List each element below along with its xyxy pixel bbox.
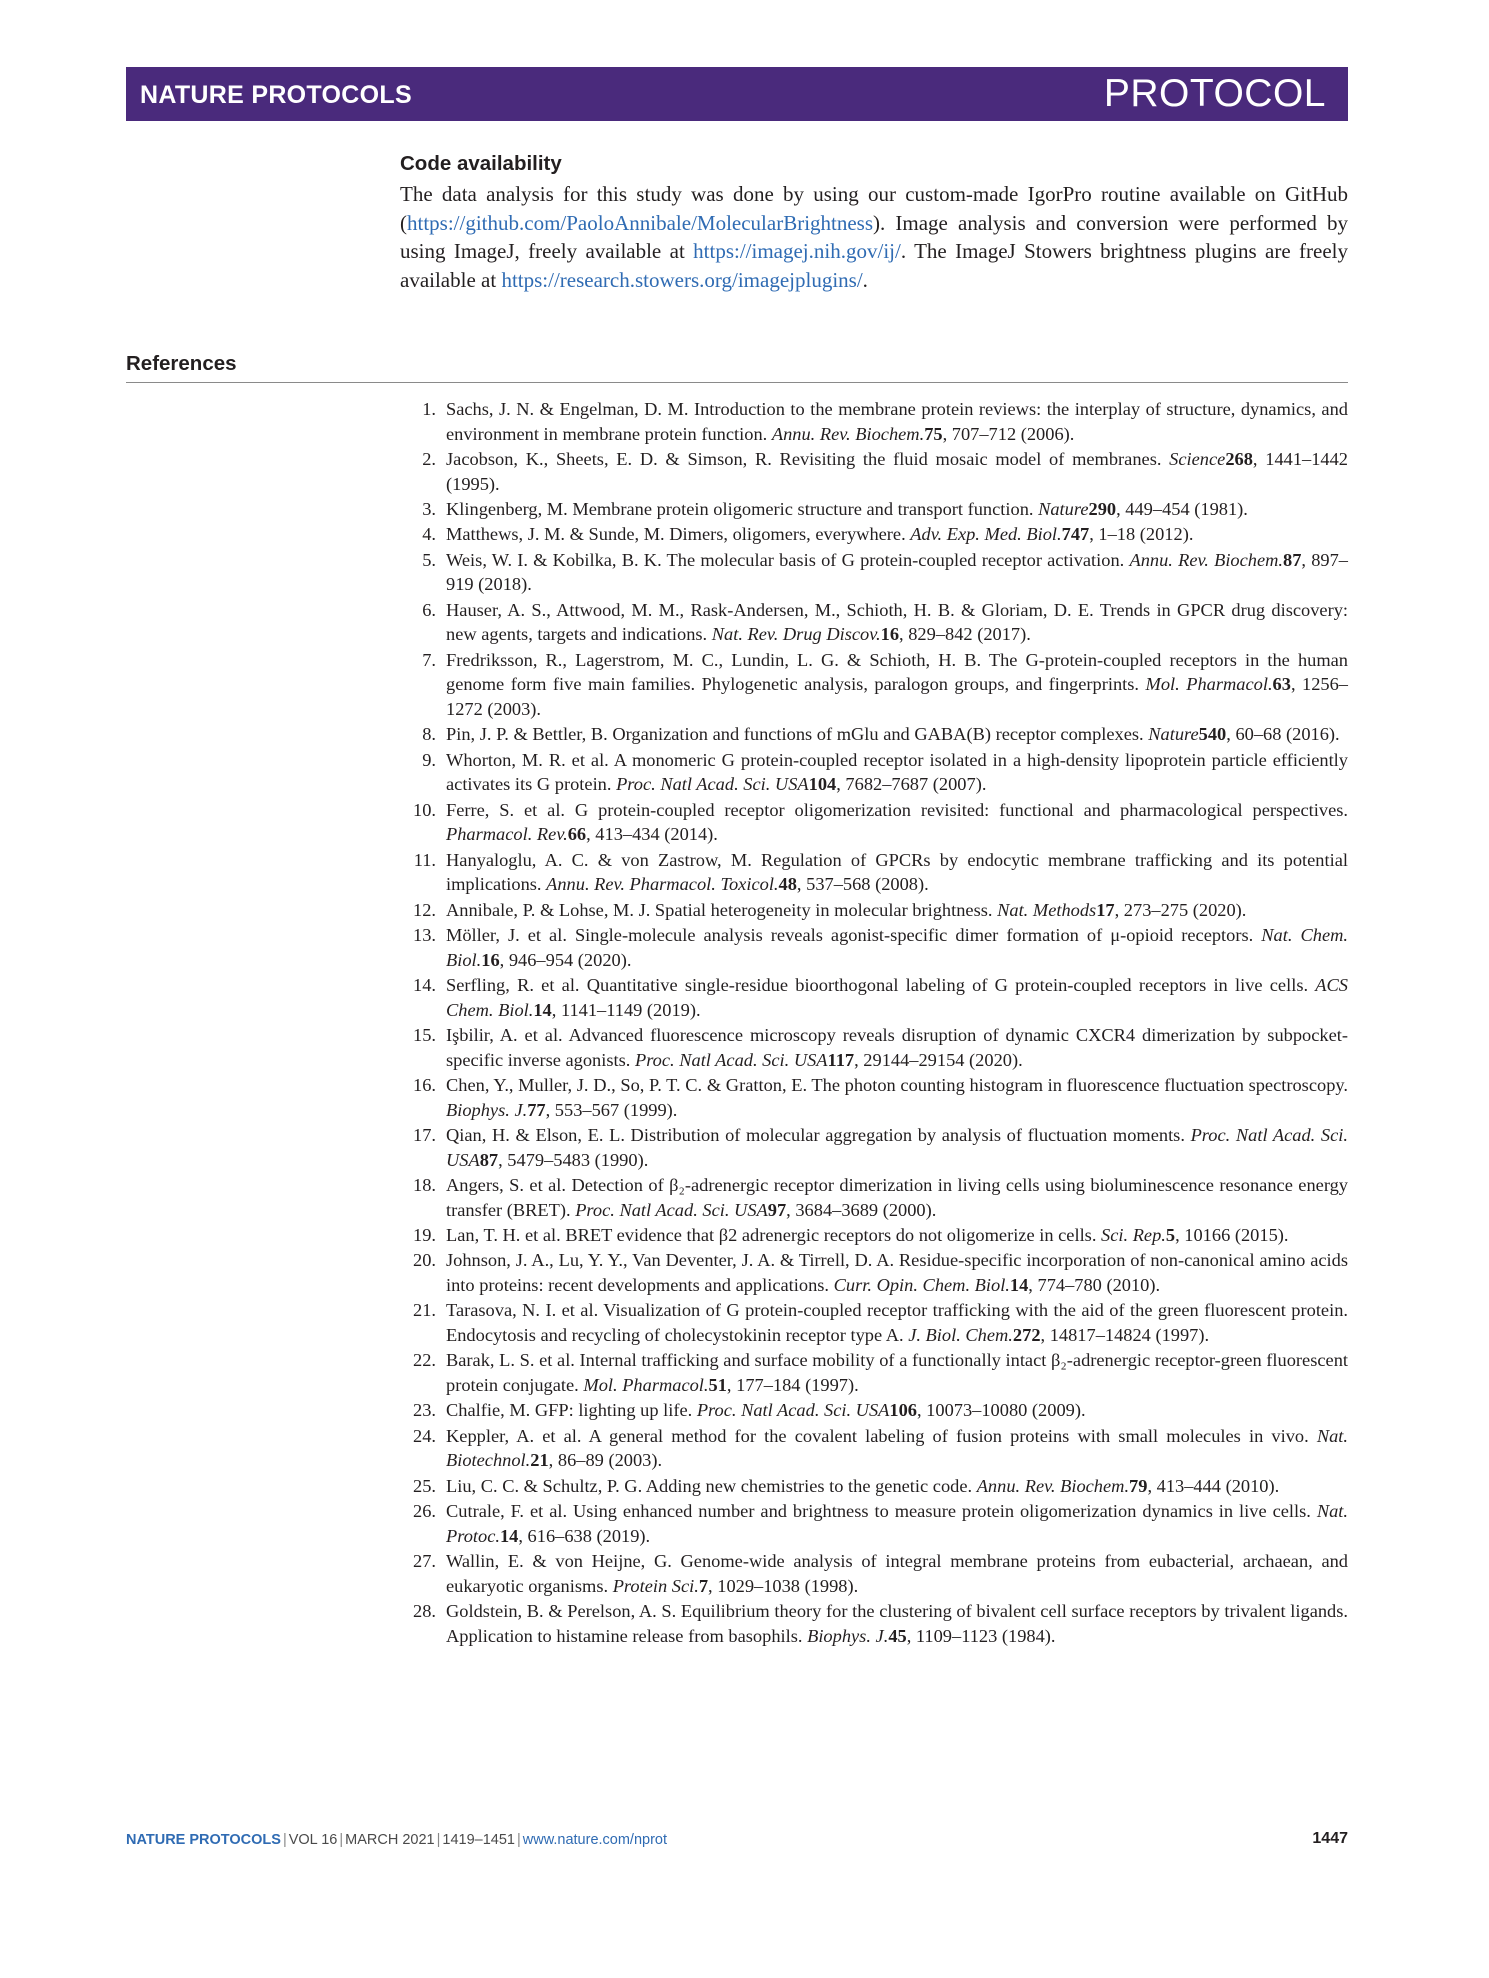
reference-volume: 104 bbox=[808, 774, 837, 795]
reference-pages: , 413–434 (2014). bbox=[586, 824, 718, 845]
reference-pages: , 707–712 (2006). bbox=[942, 423, 1075, 444]
reference-text: Johnson, J. A., Lu, Y. Y., Van Deventer, J. A. & Tirrell, D. A. Residue-specific incorporation of non-canonical amino acids into proteins: recent developments and applications. bbox=[446, 1250, 1348, 1295]
reference-journal: Sci. Rep. bbox=[1101, 1224, 1166, 1245]
footer-citation bbox=[126, 1832, 667, 1848]
article-type: PROTOCOL bbox=[1103, 72, 1326, 115]
reference-text: Qian, H. & Elson, E. L. Distribution of molecular aggregation by analysis of fluctuation moments. bbox=[446, 1124, 1191, 1145]
reference-pages: , 3684–3689 (2000). bbox=[786, 1199, 937, 1220]
reference-volume: 290 bbox=[1088, 498, 1117, 519]
header-bar bbox=[126, 67, 1348, 121]
reference-volume: 97 bbox=[767, 1199, 787, 1220]
reference-item bbox=[400, 898, 1348, 923]
reference-item bbox=[400, 722, 1348, 747]
reference-item bbox=[400, 1474, 1348, 1499]
reference-number: 8. bbox=[422, 724, 436, 745]
reference-pages: , 1441–1442 (1995). bbox=[446, 448, 1348, 494]
reference-text: Barak, L. S. et al. Internal trafficking and surface mobility of a functionally intact β₂-adrenergic receptor-green fluorescent protein conjugate. bbox=[446, 1350, 1348, 1395]
reference-pages: , 413–444 (2010). bbox=[1147, 1475, 1280, 1496]
reference-item bbox=[400, 1023, 1348, 1072]
reference-journal: Adv. Exp. Med. Biol. bbox=[910, 524, 1062, 545]
page-number: 1447 bbox=[1312, 1830, 1348, 1847]
reference-pages: , 774–780 (2010). bbox=[1028, 1274, 1161, 1295]
reference-journal: Annu. Rev. Biochem. bbox=[976, 1475, 1130, 1496]
reference-list bbox=[400, 397, 1348, 1649]
reference-text: Matthews, J. M. & Sunde, M. Dimers, oligomers, everywhere. bbox=[446, 524, 911, 545]
reference-text: Liu, C. C. & Schultz, P. G. Adding new chemistries to the genetic code. bbox=[446, 1475, 977, 1496]
reference-text: Wallin, E. & von Heijne, G. Genome-wide analysis of integral membrane proteins from eubacterial, archaean, and eukaryotic organisms. bbox=[446, 1551, 1348, 1596]
reference-item bbox=[400, 522, 1348, 547]
reference-text: Chalfie, M. GFP: lighting up life. bbox=[446, 1400, 697, 1421]
footer-url-link[interactable]: www.nature.com/nprot bbox=[522, 1832, 668, 1848]
reference-number: 5. bbox=[422, 549, 436, 570]
reference-journal: J. Biol. Chem. bbox=[908, 1324, 1013, 1345]
reference-journal: Annu. Rev. Biochem. bbox=[1129, 549, 1284, 570]
reference-volume: 87 bbox=[1283, 549, 1302, 570]
reference-pages: , 1141–1149 (2019). bbox=[551, 999, 701, 1020]
reference-journal: Mol. Pharmacol. bbox=[583, 1374, 709, 1395]
reference-number: 13. bbox=[413, 925, 436, 946]
footer-journal: NATURE PROTOCOLS bbox=[126, 1832, 281, 1848]
reference-number: 7. bbox=[422, 649, 436, 670]
reference-item bbox=[400, 497, 1348, 522]
reference-text: Klingenberg, M. Membrane protein oligomeric structure and transport function. bbox=[446, 498, 1039, 519]
code-text-4: . bbox=[862, 267, 868, 292]
reference-pages: , 616–638 (2019). bbox=[518, 1525, 651, 1546]
reference-item bbox=[400, 1348, 1348, 1397]
reference-text: Hauser, A. S., Attwood, M. M., Rask-Andersen, M., Schioth, H. B. & Gloriam, D. E. Trends in GPCR drug discovery: new agents, targets and indications. bbox=[446, 599, 1348, 645]
reference-item bbox=[400, 923, 1348, 972]
reference-journal: Science bbox=[1169, 448, 1226, 469]
reference-number: 26. bbox=[413, 1501, 436, 1522]
reference-volume: 747 bbox=[1061, 524, 1090, 545]
code-text-2: ). Image analysis and conversion were performed by using ImageJ, freely available at bbox=[400, 210, 1348, 263]
reference-pages: , 829–842 (2017). bbox=[899, 624, 1031, 645]
reference-item bbox=[400, 1599, 1348, 1648]
reference-text: Möller, J. et al. Single-molecule analysis reveals agonist-specific dimer formation of μ-opioid receptors. bbox=[446, 925, 1262, 946]
reference-pages: , 897–919 (2018). bbox=[446, 549, 1349, 595]
reference-item bbox=[400, 1073, 1348, 1122]
reference-pages: , 10073–10080 (2009). bbox=[916, 1400, 1086, 1421]
reference-text: Angers, S. et al. Detection of β₂-adrenergic receptor dimerization in living cells using bioluminescence resonance energy transfer (BRET). bbox=[446, 1174, 1348, 1220]
reference-number: 11. bbox=[413, 849, 436, 870]
reference-pages: , 946–954 (2020). bbox=[499, 949, 632, 970]
reference-number: 21. bbox=[413, 1300, 436, 1321]
reference-volume: 106 bbox=[889, 1400, 917, 1421]
reference-pages: , 60–68 (2016). bbox=[1226, 724, 1340, 745]
reference-item bbox=[400, 1223, 1348, 1248]
reference-number: 19. bbox=[413, 1224, 436, 1245]
code-availability-text bbox=[400, 180, 1348, 294]
reference-pages: , 14817–14824 (1997). bbox=[1040, 1324, 1210, 1345]
reference-item bbox=[400, 1549, 1348, 1598]
reference-number: 23. bbox=[413, 1400, 436, 1421]
reference-text: Fredriksson, R., Lagerstrom, M. C., Lundin, L. G. & Schioth, H. B. The G-protein-coupled receptors in the human genome form five main families. Phylogenetic analysis, paralogon groups, and fingerprints. bbox=[446, 649, 1348, 695]
reference-text: Jacobson, K., Sheets, E. D. & Simson, R. Revisiting the fluid mosaic model of membranes. bbox=[446, 448, 1170, 469]
footer-separator: | bbox=[339, 1832, 344, 1848]
reference-volume: 272 bbox=[1012, 1324, 1041, 1345]
reference-number: 15. bbox=[413, 1025, 436, 1045]
reference-pages: , 1256–1272 (2003). bbox=[446, 674, 1348, 719]
reference-pages: , 86–89 (2003). bbox=[548, 1450, 663, 1471]
reference-volume: 117 bbox=[827, 1049, 855, 1070]
reference-volume: 51 bbox=[708, 1374, 727, 1395]
reference-pages: , 553–567 (1999). bbox=[545, 1099, 678, 1120]
reference-text: Weis, W. I. & Kobilka, B. K. The molecular basis of G protein-coupled receptor activation. bbox=[446, 549, 1130, 570]
imagej-link[interactable]: https://imagej.nih.gov/ij/ bbox=[693, 239, 901, 263]
footer-separator: | bbox=[436, 1832, 441, 1848]
reference-pages: , 10166 (2015). bbox=[1175, 1224, 1289, 1245]
reference-journal: Pharmacol. Rev. bbox=[446, 824, 568, 845]
reference-volume: 14 bbox=[533, 999, 552, 1020]
reference-journal: Biophys. J. bbox=[807, 1625, 889, 1646]
reference-journal: Biophys. J. bbox=[446, 1099, 528, 1120]
reference-volume: 14 bbox=[1009, 1274, 1029, 1295]
reference-number: 12. bbox=[413, 899, 436, 920]
reference-volume: 66 bbox=[567, 824, 587, 845]
reference-number: 17. bbox=[413, 1124, 436, 1145]
reference-item bbox=[400, 1398, 1348, 1423]
reference-journal: Protein Sci. bbox=[612, 1575, 699, 1596]
code-text-1: The data analysis for this study was done by using our custom-made IgorPro routine available on GitHub ( bbox=[400, 182, 1348, 235]
reference-journal: Nat. Rev. Drug Discov. bbox=[711, 624, 881, 645]
reference-item bbox=[400, 598, 1348, 647]
reference-volume: 63 bbox=[1272, 674, 1291, 695]
reference-text: Işbilir, A. et al. Advanced fluorescence microscopy reveals disruption of dynamic CXCR4 dimerization by subpocket-specific inverse agonists. bbox=[446, 1025, 1348, 1070]
reference-journal: Nat. Biotechnol. bbox=[446, 1425, 1348, 1471]
reference-pages: , 7682–7687 (2007). bbox=[836, 774, 987, 795]
reference-journal: Proc. Natl Acad. Sci. USA bbox=[575, 1199, 768, 1220]
reference-item bbox=[400, 397, 1348, 446]
reference-journal: Proc. Natl Acad. Sci. USA bbox=[616, 774, 809, 795]
reference-number: 25. bbox=[413, 1475, 436, 1496]
reference-item bbox=[400, 1248, 1348, 1297]
reference-journal: Proc. Natl Acad. Sci. USA bbox=[446, 1124, 1348, 1170]
reference-text: Chen, Y., Muller, J. D., So, P. T. C. & Gratton, E. The photon counting histogram in fluorescence fluctuation spectroscopy. bbox=[446, 1074, 1348, 1095]
reference-item bbox=[400, 548, 1348, 597]
reference-item bbox=[400, 1424, 1348, 1473]
reference-number: 16. bbox=[413, 1074, 436, 1095]
reference-text: Sachs, J. N. & Engelman, D. M. Introduction to the membrane protein reviews: the interplay of structure, dynamics, and environment in membrane protein function. bbox=[446, 399, 1348, 444]
code-text-3: . The ImageJ Stowers brightness plugins are freely available at bbox=[400, 239, 1348, 292]
reference-text: Serfling, R. et al. Quantitative single-residue bioorthogonal labeling of G protein-coupled receptors in live cells. bbox=[446, 975, 1316, 996]
reference-journal: Curr. Opin. Chem. Biol. bbox=[833, 1274, 1010, 1295]
reference-volume: 17 bbox=[1096, 899, 1115, 920]
reference-volume: 540 bbox=[1198, 724, 1227, 745]
stowers-plugins-link[interactable]: https://research.stowers.org/imagejplugins/ bbox=[501, 267, 863, 292]
reference-journal: Nature bbox=[1148, 724, 1199, 745]
reference-journal: Nature bbox=[1038, 498, 1089, 519]
reference-volume: 87 bbox=[479, 1149, 499, 1170]
reference-volume: 48 bbox=[778, 874, 797, 895]
reference-volume: 7 bbox=[698, 1575, 709, 1596]
reference-text: Whorton, M. R. et al. A monomeric G protein-coupled receptor isolated in a high-density lipoprotein particle efficiently activates its G protein. bbox=[446, 749, 1348, 795]
reference-text: Ferre, S. et al. G protein-coupled receptor oligomerization revisited: functional and pharmacological perspectives. bbox=[446, 799, 1348, 820]
reference-volume: 21 bbox=[530, 1450, 549, 1471]
reference-pages: , 537–568 (2008). bbox=[796, 874, 929, 895]
reference-number: 1. bbox=[422, 399, 436, 419]
reference-number: 6. bbox=[422, 599, 436, 620]
reference-number: 18. bbox=[413, 1174, 436, 1195]
reference-text: Cutrale, F. et al. Using enhanced number and brightness to measure protein oligomerization dynamics in live cells. bbox=[446, 1501, 1317, 1522]
reference-journal: Annu. Rev. Biochem. bbox=[771, 423, 925, 444]
footer-separator: | bbox=[282, 1832, 287, 1848]
reference-text: Lan, T. H. et al. BRET evidence that β2 adrenergic receptors do not oligomerize in cells. bbox=[446, 1224, 1102, 1245]
references-heading: References bbox=[126, 352, 237, 375]
reference-journal: Nat. Chem. Biol. bbox=[446, 925, 1348, 970]
reference-volume: 16 bbox=[880, 624, 900, 645]
reference-item bbox=[400, 748, 1348, 797]
reference-text: Hanyaloglu, A. C. & von Zastrow, M. Regulation of GPCRs by endocytic membrane trafficking and its potential implications. bbox=[446, 849, 1348, 895]
reference-item bbox=[400, 447, 1348, 496]
reference-volume: 45 bbox=[888, 1625, 907, 1646]
reference-pages: , 1109–1123 (1984). bbox=[906, 1625, 1056, 1646]
reference-journal: Proc. Natl Acad. Sci. USA bbox=[696, 1400, 890, 1421]
github-link[interactable]: https://github.com/PaoloAnnibale/MolecularBrightness bbox=[407, 210, 874, 235]
reference-item bbox=[400, 648, 1348, 722]
reference-text: Goldstein, B. & Perelson, A. S. Equilibrium theory for the clustering of bivalent cell surface receptors by trivalent ligands. Application to histamine release from basophils. bbox=[446, 1601, 1348, 1646]
journal-name: NATURE PROTOCOLS bbox=[140, 81, 412, 109]
reference-number: 3. bbox=[422, 498, 436, 519]
reference-journal: Nat. Protoc. bbox=[446, 1501, 1348, 1546]
reference-item bbox=[400, 1123, 1348, 1172]
reference-volume: 14 bbox=[499, 1525, 519, 1546]
footer-pages: 1419–1451 bbox=[442, 1832, 515, 1848]
reference-number: 9. bbox=[422, 749, 436, 770]
footer-date: MARCH 2021 bbox=[345, 1832, 435, 1848]
reference-number: 20. bbox=[413, 1250, 436, 1271]
reference-text: Tarasova, N. I. et al. Visualization of G protein-coupled receptor trafficking with the aid of the green fluorescent protein. Endocytosis and recycling of cholecystokinin receptor type A. bbox=[446, 1300, 1348, 1345]
reference-journal: Proc. Natl Acad. Sci. USA bbox=[634, 1049, 828, 1070]
reference-item bbox=[400, 1499, 1348, 1548]
reference-item bbox=[400, 798, 1348, 847]
reference-number: 4. bbox=[422, 524, 436, 545]
reference-journal: ACS Chem. Biol. bbox=[446, 975, 1348, 1020]
reference-volume: 79 bbox=[1129, 1475, 1148, 1496]
reference-pages: , 177–184 (1997). bbox=[726, 1374, 859, 1395]
reference-pages: , 449–454 (1981). bbox=[1116, 498, 1248, 519]
reference-item bbox=[400, 1173, 1348, 1222]
reference-text: Annibale, P. & Lohse, M. J. Spatial heterogeneity in molecular brightness. bbox=[446, 899, 998, 920]
references-divider bbox=[126, 382, 1348, 383]
reference-volume: 16 bbox=[481, 949, 500, 970]
reference-volume: 75 bbox=[924, 423, 943, 444]
code-availability-heading: Code availability bbox=[400, 152, 562, 175]
reference-pages: , 1–18 (2012). bbox=[1089, 524, 1194, 545]
reference-item bbox=[400, 848, 1348, 897]
reference-number: 2. bbox=[422, 448, 436, 469]
reference-volume: 5 bbox=[1165, 1224, 1176, 1245]
reference-journal: Nat. Methods bbox=[997, 899, 1097, 920]
reference-text: Pin, J. P. & Bettler, B. Organization and functions of mGlu and GABA(B) receptor complexes. bbox=[446, 724, 1149, 745]
reference-pages: , 5479–5483 (1990). bbox=[498, 1149, 649, 1170]
reference-number: 28. bbox=[413, 1601, 436, 1622]
reference-number: 14. bbox=[413, 975, 436, 996]
reference-number: 10. bbox=[413, 799, 436, 820]
reference-volume: 77 bbox=[527, 1099, 546, 1120]
reference-journal: Annu. Rev. Pharmacol. Toxicol. bbox=[546, 874, 779, 895]
reference-journal: Mol. Pharmacol. bbox=[1145, 674, 1273, 695]
reference-text: Keppler, A. et al. A general method for the covalent labeling of fusion proteins with small molecules in vivo. bbox=[446, 1425, 1317, 1446]
reference-number: 24. bbox=[413, 1425, 436, 1446]
reference-pages: , 273–275 (2020). bbox=[1114, 899, 1247, 920]
reference-number: 22. bbox=[413, 1350, 436, 1371]
reference-number: 27. bbox=[413, 1551, 436, 1572]
reference-item bbox=[400, 973, 1348, 1022]
footer-separator: | bbox=[516, 1832, 521, 1848]
reference-volume: 268 bbox=[1225, 448, 1253, 469]
reference-pages: , 29144–29154 (2020). bbox=[854, 1049, 1023, 1070]
reference-pages: , 1029–1038 (1998). bbox=[708, 1575, 859, 1596]
code-availability-section bbox=[400, 152, 1348, 294]
reference-item bbox=[400, 1298, 1348, 1347]
footer-volume: VOL 16 bbox=[288, 1832, 338, 1848]
